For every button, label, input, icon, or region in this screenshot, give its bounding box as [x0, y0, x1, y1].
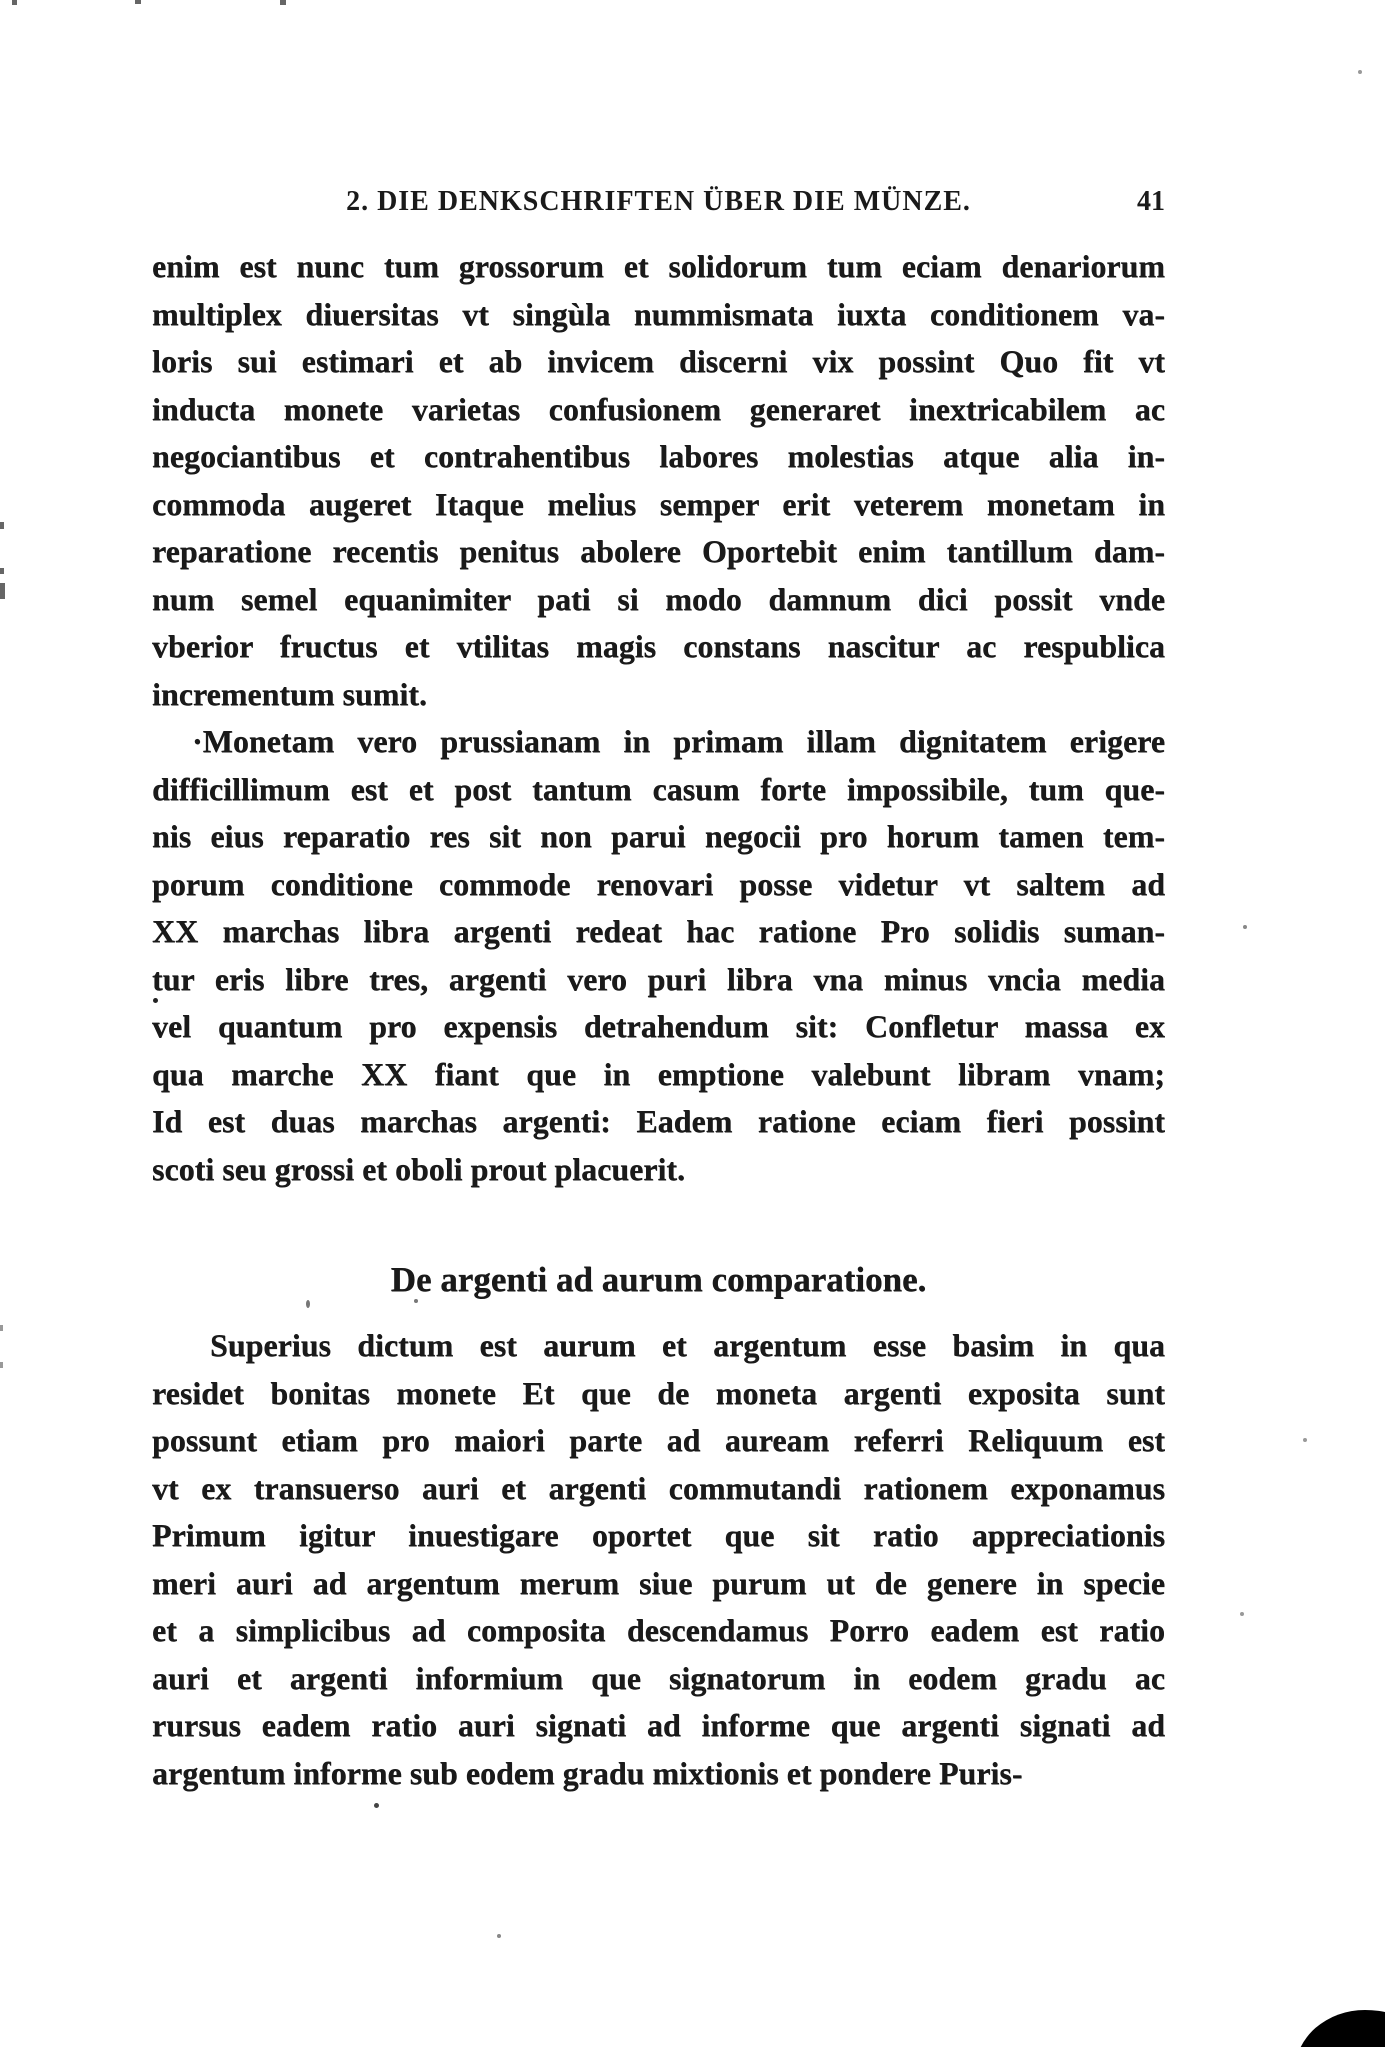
ink-speck	[497, 1934, 501, 1938]
text-line: incrementum sumit.	[152, 675, 427, 712]
margin-mark	[0, 1325, 3, 1331]
section-heading: De argenti ad aurum comparatione.	[390, 1260, 927, 1299]
text-line: et a simplicibus ad composita descendamus Porro eadem est ratio	[152, 1612, 1165, 1648]
text-line: nis eius reparatio res sit non parui negocii pro horum tamen tem-	[152, 818, 1165, 854]
ink-speck	[280, 0, 286, 5]
text-line: negociantibus et contrahentibus labores molestias atque alia in-	[152, 438, 1165, 474]
text-line: porum conditione commode renovari posse videtur vt saltem ad	[152, 865, 1165, 902]
text-line: XX marchas libra argenti redeat hac ratione Pro solidis suman-	[152, 913, 1165, 949]
ink-speck	[1358, 70, 1362, 74]
margin-mark	[0, 583, 5, 599]
ink-speck	[1243, 925, 1247, 929]
ink-blob-corner	[1295, 2010, 1385, 2047]
page-number: 41	[1137, 186, 1165, 217]
margin-mark	[0, 568, 4, 574]
text-line: Primum igitur inuestigare oportet que sit ratio appreciationis	[152, 1517, 1165, 1553]
text-line: commoda augeret Itaque melius semper erit veterem monetam in	[152, 485, 1165, 522]
margin-mark	[0, 1362, 3, 1368]
ink-speck	[306, 1300, 310, 1308]
text-line: qua marche XX fiant que in emptione valebunt libram vnam;	[152, 1055, 1165, 1092]
chapter-header-title: 2. DIE DENKSCHRIFTEN ÜBER DIE MÜNZE.	[346, 186, 971, 217]
paragraph-3	[152, 1322, 1165, 1797]
text-line: possunt etiam pro maiori parte ad auream referri Reliquum est	[152, 1422, 1165, 1458]
text-line: vberior fructus et vtilitas magis constans nascitur ac respublica	[152, 628, 1165, 664]
text-line: vt ex transuerso auri et argenti commutandi rationem exponamus	[152, 1469, 1165, 1506]
ink-speck	[1303, 1438, 1307, 1442]
ink-speck	[12, 0, 17, 5]
text-line: argentum informe sub eodem gradu mixtionis et pondere Puris-	[152, 1754, 1023, 1791]
text-line: tur eris libre tres, argenti vero puri libra vna minus vncia media	[152, 960, 1165, 997]
text-line: Id est duas marchas argenti: Eadem ratione eciam fieri possint	[152, 1103, 1165, 1139]
text-line: meri auri ad argentum merum siue purum ut de genere in specie	[152, 1564, 1165, 1601]
ink-speck	[414, 1299, 418, 1303]
text-line: difficillimum est et post tantum casum forte impossibile, tum que-	[152, 770, 1165, 807]
text-line: scoti seu grossi et oboli prout placuerit.	[152, 1150, 686, 1187]
text-line: inducta monete varietas confusionem generaret inextricabilem ac	[152, 390, 1165, 427]
ink-speck	[374, 1803, 379, 1808]
paragraph-2	[152, 718, 1165, 1193]
text-line: reparatione recentis penitus abolere Oportebit enim tantillum dam-	[152, 533, 1165, 569]
text-line: rursus eadem ratio auri signati ad informe que argenti signati ad	[152, 1707, 1165, 1743]
ink-speck	[1240, 1612, 1244, 1616]
paragraph-1	[152, 243, 1165, 718]
text-line: num semel equanimiter pati si modo damnum dici possit vnde	[152, 580, 1165, 617]
text-line: multiplex diuersitas vt singùla nummismata iuxta conditionem va-	[152, 295, 1165, 332]
ink-speck	[153, 998, 158, 1003]
text-line: ·Monetam vero prussianam in primam illam dignitatem erigere	[192, 723, 1165, 759]
text-line: loris sui estimari et ab invicem discerni vix possint Quo fit vt	[152, 343, 1165, 379]
text-line: vel quantum pro expensis detrahendum sit: Confletur massa ex	[152, 1008, 1165, 1044]
running-header	[152, 184, 1165, 220]
text-line: enim est nunc tum grossorum et solidorum tum eciam denariorum	[152, 248, 1165, 284]
margin-mark	[0, 522, 4, 529]
ink-speck	[135, 0, 141, 4]
text-line: Superius dictum est aurum et argentum esse basim in qua	[210, 1327, 1165, 1363]
text-line: auri et argenti informium que signatorum in eodem gradu ac	[152, 1659, 1165, 1696]
text-line: residet bonitas monete Et que de moneta argenti exposita sunt	[152, 1374, 1165, 1411]
